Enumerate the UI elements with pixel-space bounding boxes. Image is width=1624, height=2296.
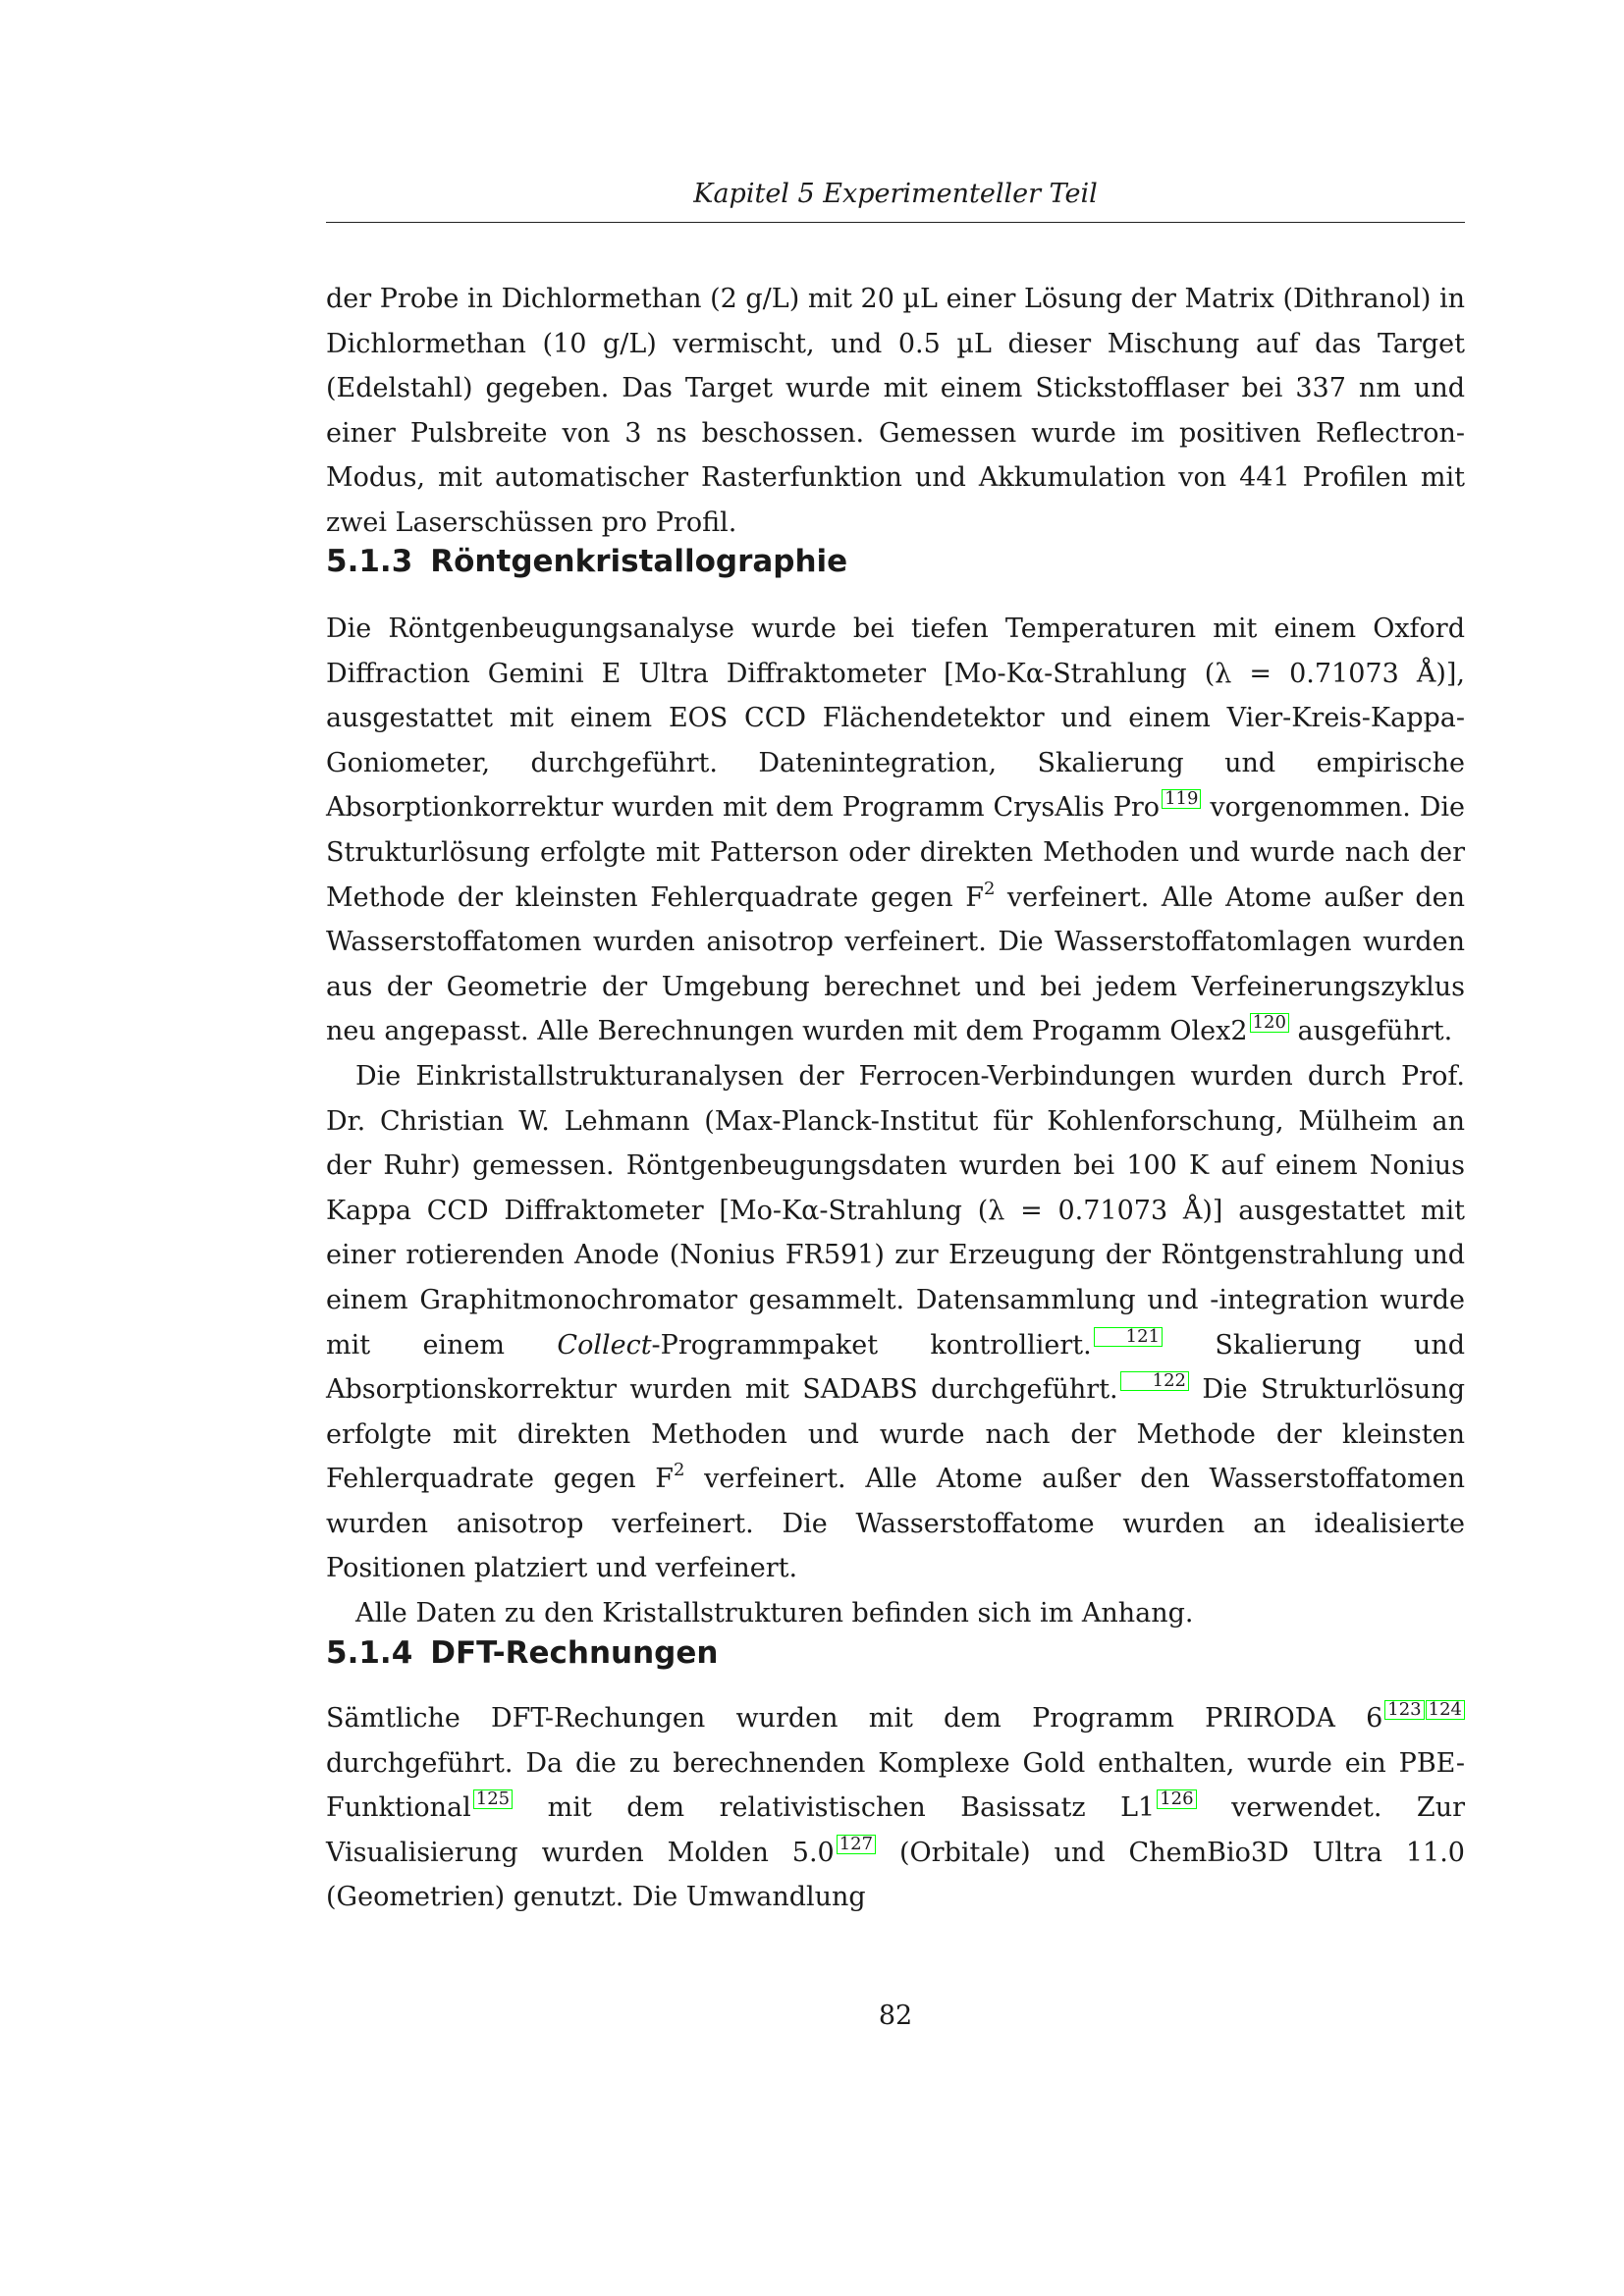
page-number: 82 xyxy=(878,2001,913,2031)
section-heading-5-1-3 xyxy=(326,542,1465,581)
section-title: DFT-Rechnungen xyxy=(430,1635,719,1671)
section-title: Röntgenkristallographie xyxy=(430,544,848,579)
citation-link[interactable]: 120 xyxy=(1250,1013,1289,1033)
citation-link[interactable]: 123 xyxy=(1384,1700,1424,1720)
section-number: 5.1.3 xyxy=(326,544,413,579)
citation-link[interactable]: 126 xyxy=(1157,1789,1196,1809)
running-header: Kapitel 5 Experimenteller Teil xyxy=(326,177,1465,223)
citation-link[interactable]: 127 xyxy=(837,1835,876,1854)
paragraph-xrd-method: Die Röntgenbeugungsanalyse wurde bei tiefen Temperaturen mit einem Oxford Diffraction Gemini E Ultra Diffraktometer [Mo-Kα-Strahlung (λ = 0.71073 Å)], ausgestattet mit einem EOS CCD Flächendetektor und einem Vier-Kreis-Kappa-Goniometer, durchgeführt. Datenintegration, Skalierung und empirische Absorptionkorrektur wurden mit dem Programm CrysAlis Pro 119 vorgenommen. Die Strukturlösung erfolgte mit Patterson oder direkten Methoden und wurde nach der Methode der kleinsten Fehlerquadrate gegen $F^2$ verfeinert. Alle Atome außer den Wasserstoffatomen wurden anisotrop verfeinert. Die Wasserstoffatomlagen wurden aus der Geometrie der Umgebung berechnet und bei jedem Verfeinerungszyklus neu angepasst. Alle Berechnungen wurden mit dem Progamm Olex2 120 ausgeführt. xyxy=(326,614,1466,1047)
citation-link[interactable]: 119 xyxy=(1162,789,1201,809)
section-number: 5.1.4 xyxy=(326,1635,413,1671)
citation-link[interactable]: 121 xyxy=(1094,1327,1163,1347)
paragraph-appendix-note: Alle Daten zu den Kristallstrukturen befinden sich im Anhang. xyxy=(355,1598,1194,1629)
paragraph-ferrocene-analysis: Die Einkristallstrukturanalysen der Ferrocen-Verbindungen wurden durch Prof. Dr. Christian W. Lehmann (Max-Planck-Institut für Kohlenforschung, Mülheim an der Ruhr) gemessen. Röntgenbeugungsdaten wurden bei 100 K auf einem Nonius Kappa CCD Diffraktometer [Mo-Kα-Strahlung (λ = 0.71073 Å)] ausgestattet mit einer rotierenden Anode (Nonius FR591) zur Erzeugung der Röntgenstrahlung und einem Graphitmonochromator gesammelt. Datensammlung und -integration wurde mit einem Collect-Programmpaket kontrolliert. 121 Skalierung und Absorptionskorrektur wurden mit SADABS durchgeführt. 122 Die Strukturlösung erfolgte mit direkten Methoden und wurde nach der Methode der kleinsten Fehlerquadrate gegen $F^2$ verfeinert. Alle Atome außer den Wasserstoffatomen wurden anisotrop verfeinert. Die Wasserstoffatome wurden an idealisierte Positionen platziert und verfeinert. xyxy=(326,1060,1465,1584)
italic-term: Collect xyxy=(557,1329,652,1361)
citation-link[interactable]: 122 xyxy=(1120,1371,1189,1391)
section-heading-5-1-4 xyxy=(326,1633,1465,1673)
intro-paragraph: der Probe in Dichlormethan (2 g/L) mit 20 µL einer Lösung der Matrix (Dithranol) in Dichlormethan (10 g/L) vermischt, und 0.5 µL dieser Mischung auf das Target (Edelstahl) gegeben. Das Target wurde mit einem Stickstofflaser bei 337 nm und einer Pulsbreite von 3 ns beschossen. Gemessen wurde im positiven Reflectron-Modus, mit automatischer Rasterfunktion und Akkumulation von 441 Profilen mit zwei Laserschüssen pro Profil. xyxy=(326,284,1465,538)
section-5-1-4-body xyxy=(326,1696,1465,1920)
citation-link[interactable]: 125 xyxy=(473,1789,513,1809)
superscript: 2 xyxy=(983,878,996,899)
citation-link[interactable]: 124 xyxy=(1426,1700,1465,1720)
section-5-1-3-body xyxy=(326,607,1465,1636)
paragraph-dft-method: Sämtliche DFT-Rechungen wurden mit dem Programm PRIRODA 6 123 124 durchgeführt. Da die zu berechnenden Komplexe Gold enthalten, wurde ein PBE-Funktional 125 mit dem relativistischen Basissatz L1 126 verwendet. Zur Visualisierung wurden Molden 5.0 127 (Orbitale) und ChemBio3D Ultra 11.0 (Geometrien) genutzt. Die Umwandlung xyxy=(326,1699,1465,1913)
superscript: 2 xyxy=(674,1460,685,1481)
